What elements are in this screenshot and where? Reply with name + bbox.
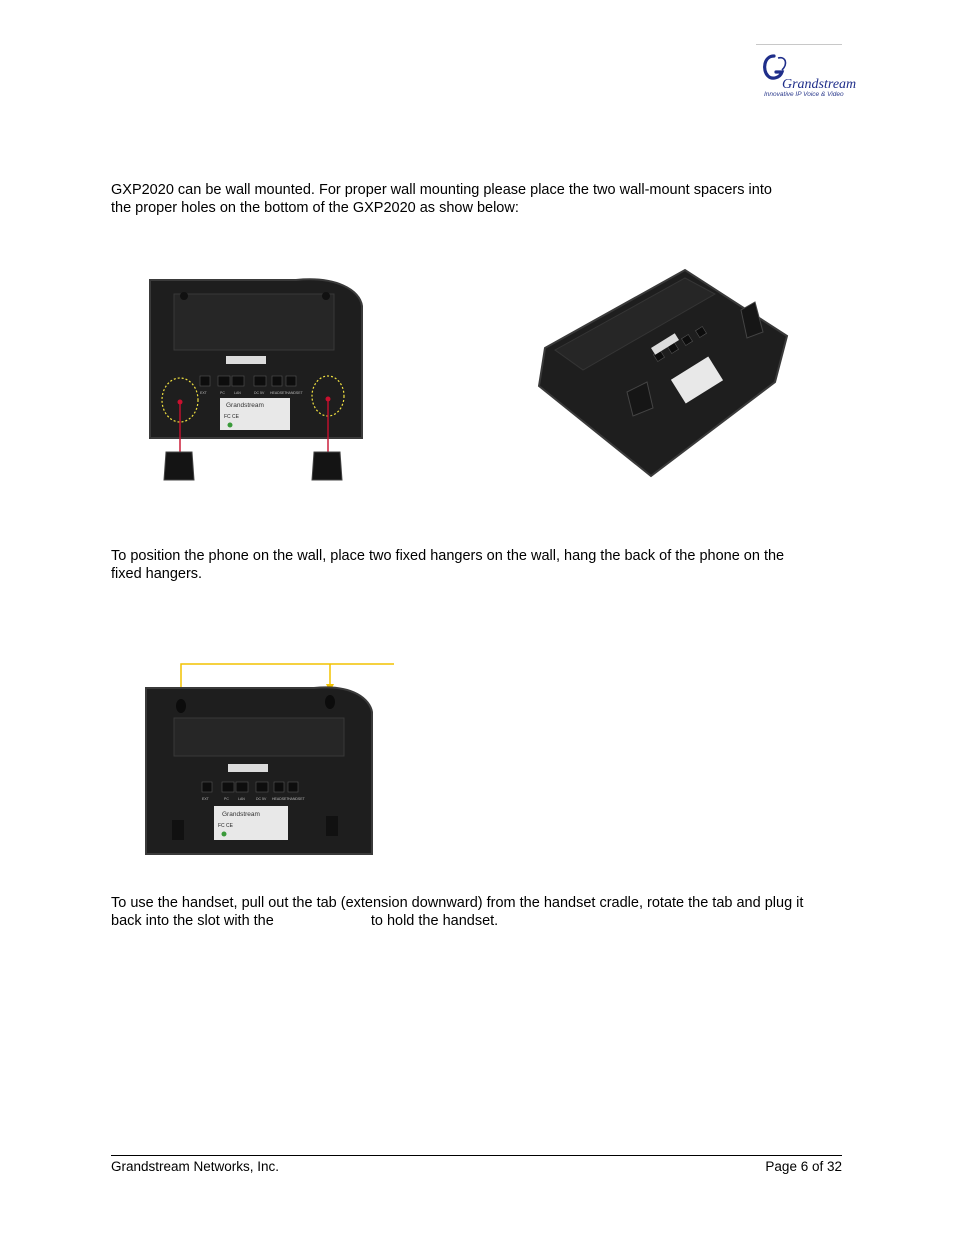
handset-line-2 — [111, 912, 803, 930]
svg-text:EXT: EXT — [200, 391, 207, 395]
svg-text:FC CE: FC CE — [224, 414, 239, 420]
svg-text:LAN: LAN — [238, 797, 245, 801]
svg-text:DC 5V: DC 5V — [254, 391, 265, 395]
svg-text:HANDSET: HANDSET — [286, 391, 303, 395]
logo-divider — [756, 44, 842, 45]
footer-page-number: Page 6 of 32 — [765, 1159, 842, 1174]
svg-text:Grandstream: Grandstream — [782, 77, 857, 92]
footer-divider — [111, 1155, 842, 1156]
phone-bottom-spacers-photo — [146, 266, 368, 488]
intro-line-1: GXP2020 can be wall mounted. For proper wall mounting please place the two wall-mount spacers into — [111, 182, 772, 198]
intro-line-2: the proper holes on the bottom of the GXP2020 as show below: — [111, 200, 519, 216]
svg-text:Grandstream: Grandstream — [226, 402, 264, 409]
svg-text:HEADSET: HEADSET — [270, 391, 287, 395]
svg-text:DC 5V: DC 5V — [256, 797, 267, 801]
handset-paragraph — [111, 894, 803, 930]
svg-text:EXT: EXT — [202, 797, 209, 801]
svg-text:LAN: LAN — [234, 391, 241, 395]
wall-spacer-left — [164, 452, 194, 480]
hanging-line-2: fixed hangers. — [111, 566, 203, 582]
phone-back-hanger-holes-photo — [144, 660, 396, 858]
svg-text:HEADSET: HEADSET — [272, 797, 289, 801]
intro-paragraph — [111, 181, 772, 217]
svg-text:PC: PC — [220, 391, 225, 395]
hanger-hole-right — [325, 695, 335, 709]
hanging-paragraph — [111, 547, 784, 583]
serial-sticker — [226, 356, 266, 364]
handset-line-2-start: back into the slot with the — [111, 913, 274, 929]
hanger-hole-left — [176, 699, 186, 713]
svg-text:Grandstream: Grandstream — [222, 811, 260, 818]
svg-text:HANDSET: HANDSET — [288, 797, 305, 801]
svg-text:PC: PC — [224, 797, 229, 801]
handset-line-2-end: to hold the handset. — [370, 913, 499, 929]
logo-tagline: Innovative IP Voice & Video — [764, 91, 844, 98]
svg-text:FC CE: FC CE — [218, 823, 233, 829]
hanging-line-1: To position the phone on the wall, place two fixed hangers on the wall, hang the back of the phone on the — [111, 548, 785, 564]
footer-company: Grandstream Networks, Inc. — [111, 1159, 280, 1174]
handset-line-1: To use the handset, pull out the tab (extension downward) from the handset cradle, rotate the tab and plug it — [111, 895, 804, 911]
phone-angled-spacers-installed-photo — [535, 266, 797, 480]
wall-spacer-right — [312, 452, 342, 480]
